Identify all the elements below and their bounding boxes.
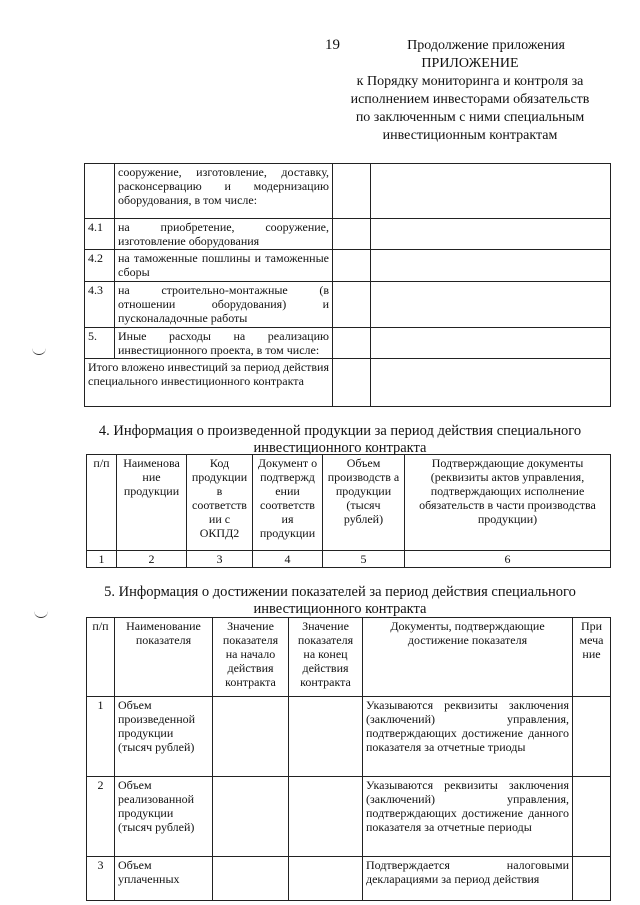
annex-title: ПРИЛОЖЕНИЕ [421,56,519,71]
table-row [87,777,611,857]
header-documents: Документы, подтверждающие достижение показателя [363,618,573,697]
row-number: 2 [87,777,115,857]
investments-table [84,163,611,407]
row-text: на таможенные пошлины и таможенные сборы [115,250,333,282]
total-text: Итого вложено инвестиций за период действия специального инвестиционного контракта [85,359,333,407]
header-num: п/п [87,618,115,697]
annex-line-4: инвестиционным контрактам [382,128,558,143]
header-note: При меча ние [573,618,611,697]
indicator-documents: Указываются реквизиты заключения (заключений) управления, подтверждающих достижение данного показателя за отчетные периоды [363,777,573,857]
table-header-row [87,618,611,697]
indicators-table [86,617,611,901]
row-text: сооружение, изготовление, доставку, расконсервацию и модернизацию оборудования, в том числе: [115,164,333,219]
column-number: 3 [187,551,253,568]
table-row [87,697,611,777]
section4-title [60,423,620,457]
header-product-name: Наименова ние продукции [117,455,187,551]
column-numbers-row [87,551,611,568]
row-number: 4.1 [85,219,115,250]
header-start-value: Значение показателя на начало действия контракта [213,618,289,697]
row-text: на приобретение, сооружение, изготовление оборудования [115,219,333,250]
header-product-code: Код продукции в соответств ии с ОКПД2 [187,455,253,551]
column-number: 5 [323,551,405,568]
column-number: 4 [253,551,323,568]
indicator-documents: Подтверждается налоговыми декларациями за период действия [363,857,573,901]
page-number: 19 [325,37,340,53]
section4-title-line1: 4. Информация о произведенной продукции за период действия специального [98,423,582,439]
row-text: на строительно-монтажные (в отношении оборудования) и пусконаладочные работы [115,282,333,328]
row-number: 3 [87,857,115,901]
section5-title-line1: 5. Информация о достижении показателей за период действия специального [104,584,576,600]
row-text: Иные расходы на реализацию инвестиционного проекта, в том числе: [115,328,333,359]
table-header-row [87,455,611,551]
indicator-name: Объем уплаченных [115,857,213,901]
header-conformity-doc: Документ о подтвержд ении соответств ия продукции [253,455,323,551]
row-number: 4.2 [85,250,115,282]
table-row [85,164,611,219]
header-production-volume: Объем производств а продукции (тысяч рублей) [323,455,405,551]
column-number: 2 [117,551,187,568]
row-number: 1 [87,697,115,777]
continuation-label: Продолжение приложения [407,38,565,53]
section5-title [60,584,620,618]
row-number: 4.3 [85,282,115,328]
column-number: 6 [405,551,611,568]
row-number [85,164,115,219]
indicator-documents: Указываются реквизиты заключения (заключений) управления, подтверждающих достижение данного показателя за отчетные триоды [363,697,573,777]
indicator-name: Объем произведенной продукции (тысяч рублей) [115,697,213,777]
table-row [85,282,611,328]
annex-line-1: к Порядку мониторинга и контроля за [356,74,584,89]
header-supporting-docs: Подтверждающие документы (реквизиты актов управления, подтверждающих исполнение обязательств в части производства продукции) [405,455,611,551]
header-indicator-name: Наименование показателя [115,618,213,697]
punch-mark [34,611,48,618]
table-row [87,857,611,901]
section4-title-line2: инвестиционного контракта [253,440,427,456]
punch-mark [32,348,46,355]
total-row [85,359,611,407]
annex-header [325,37,615,145]
header-num: п/п [87,455,117,551]
annex-line-2: исполнением инвесторами обязательств [350,92,590,107]
table-row [85,328,611,359]
section5-title-line2: инвестиционного контракта [253,601,427,617]
indicator-name: Объем реализованной продукции (тысяч рублей) [115,777,213,857]
products-table [86,454,611,568]
table-row [85,250,611,282]
header-end-value: Значение показателя на конец действия контракта [289,618,363,697]
table-row [85,219,611,250]
row-number: 5. [85,328,115,359]
column-number: 1 [87,551,117,568]
annex-line-3: по заключенным с ними специальным [355,110,585,125]
